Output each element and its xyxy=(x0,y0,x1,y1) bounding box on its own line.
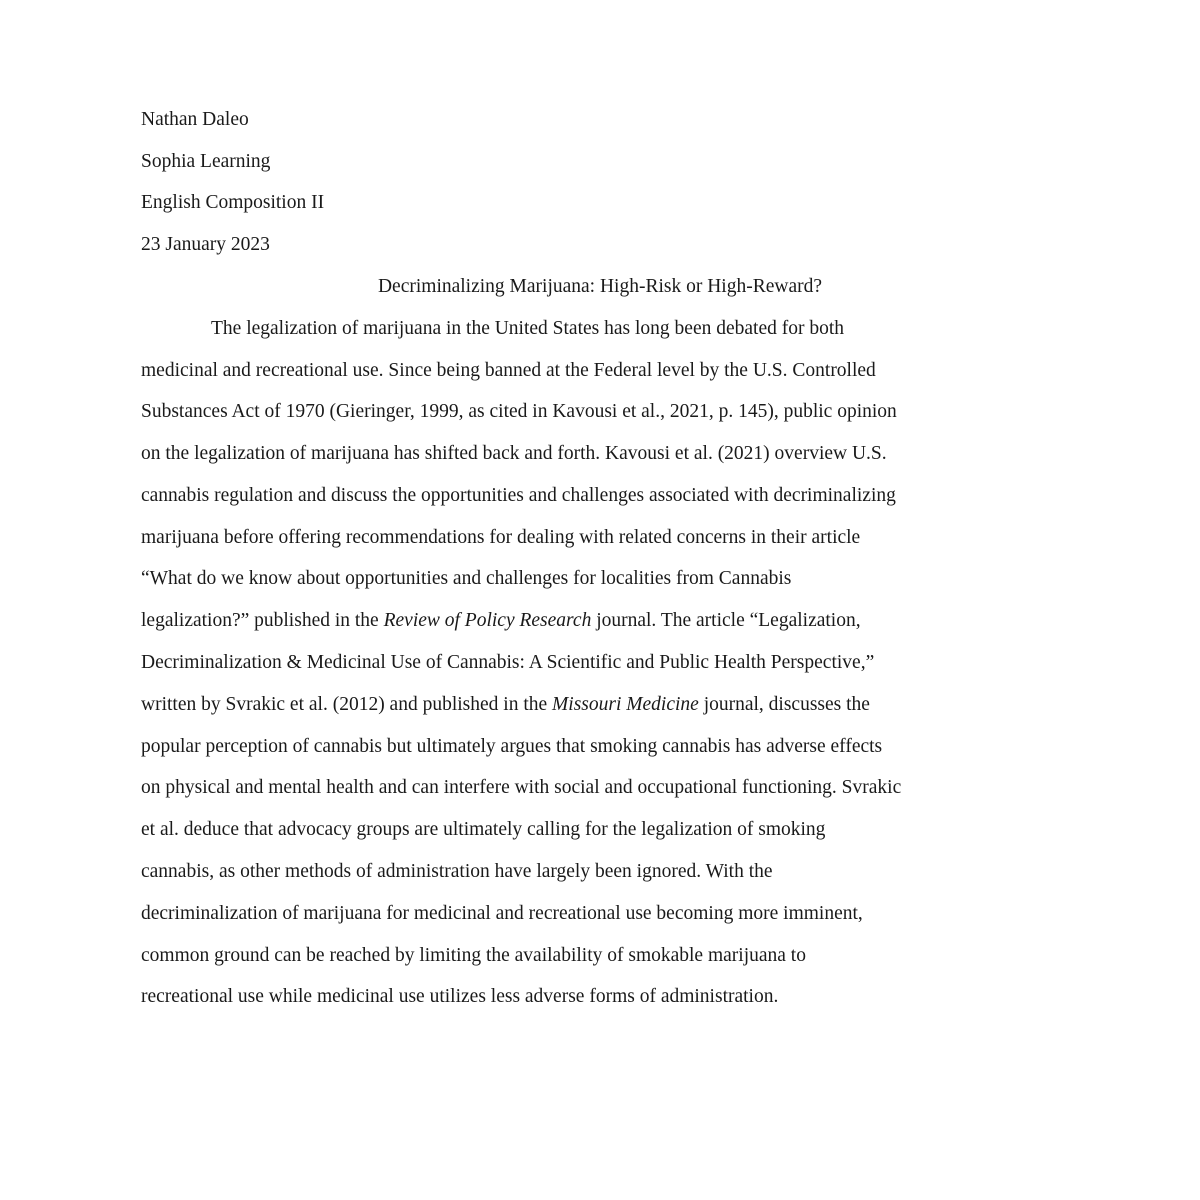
body-line: recreational use while medicinal use utilizes less adverse forms of administration. xyxy=(141,986,779,1007)
body-line: et al. deduce that advocacy groups are ultimately calling for the legalization of smoking xyxy=(141,819,826,840)
body-line: common ground can be reached by limiting the availability of smokable marijuana to xyxy=(141,945,806,966)
body-line: “What do we know about opportunities and challenges for localities from Cannabis xyxy=(141,568,792,589)
body-line: popular perception of cannabis but ultimately argues that smoking cannabis has adverse effects xyxy=(141,736,883,757)
essay-title: Decriminalizing Marijuana: High-Risk or High-Reward? xyxy=(377,276,823,297)
course-name: English Composition II xyxy=(141,192,325,213)
body-line xyxy=(141,693,870,717)
journal-title-italic: Missouri Medicine xyxy=(552,694,699,715)
submission-date: 23 January 2023 xyxy=(141,234,270,255)
body-line: decriminalization of marijuana for medicinal and recreational use becoming more imminent, xyxy=(141,903,863,924)
author-name: Nathan Daleo xyxy=(141,109,249,130)
body-text: written by Svrakic et al. (2012) and published in the xyxy=(141,694,553,715)
body-line: Decriminalization & Medicinal Use of Cannabis: A Scientific and Public Health Perspective,” xyxy=(141,652,875,673)
body-text: legalization?” published in the xyxy=(141,610,384,631)
body-line: cannabis regulation and discuss the opportunities and challenges associated with decriminalizing xyxy=(141,485,896,506)
institution-name: Sophia Learning xyxy=(141,151,271,172)
body-line: marijuana before offering recommendations for dealing with related concerns in their article xyxy=(141,527,861,548)
body-line: medicinal and recreational use. Since being banned at the Federal level by the U.S. Controlled xyxy=(141,360,876,381)
body-line: cannabis, as other methods of administration have largely been ignored. With the xyxy=(141,861,773,882)
body-line: on the legalization of marijuana has shifted back and forth. Kavousi et al. (2021) overview U.S. xyxy=(141,443,887,464)
body-text: journal. The article “Legalization, xyxy=(591,610,861,631)
journal-title-italic: Review of Policy Research xyxy=(383,610,592,631)
body-line: Substances Act of 1970 (Gieringer, 1999, as cited in Kavousi et al., 2021, p. 145), public opinion xyxy=(141,401,897,422)
body-line xyxy=(141,609,861,633)
body-line: The legalization of marijuana in the United States has long been debated for both xyxy=(211,318,845,339)
body-line: on physical and mental health and can interfere with social and occupational functioning. Svrakic xyxy=(141,777,902,798)
body-text: journal, discusses the xyxy=(698,694,870,715)
